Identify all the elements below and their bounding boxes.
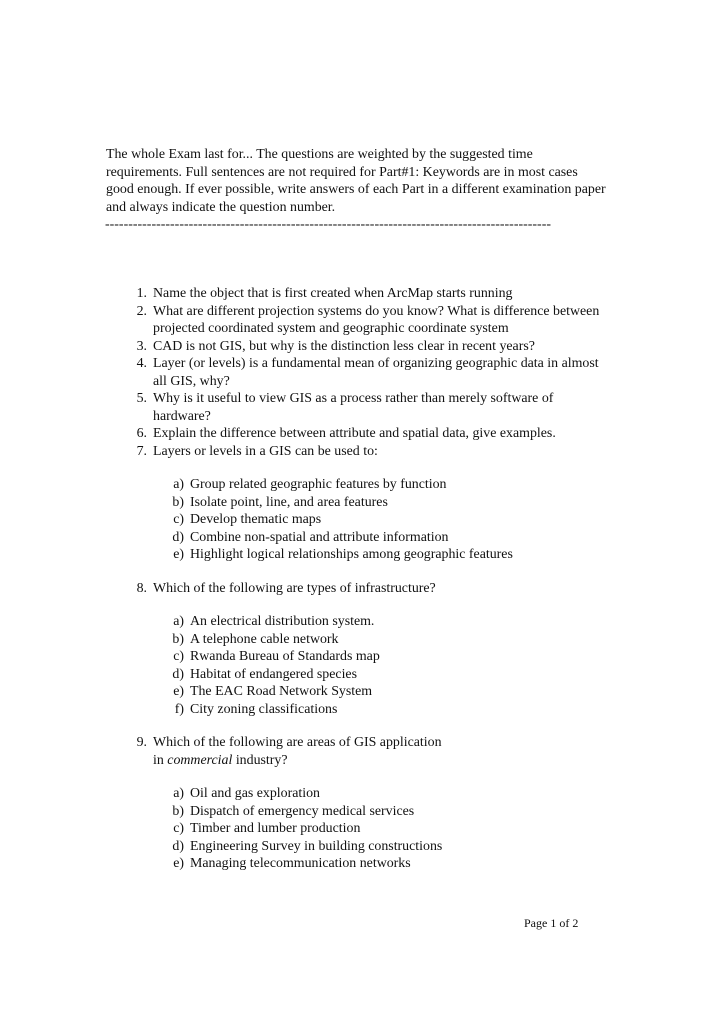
answer-option (106, 820, 606, 838)
answer-option (106, 838, 606, 856)
option-letter: a) (173, 614, 184, 629)
question-number: 4. (136, 356, 147, 371)
question-text: What are different projection systems do you know? What is difference between projected coordinated system and geographic coordinate system (153, 303, 600, 336)
option-text: Habitat of endangered species (190, 666, 357, 682)
question-item (106, 580, 606, 598)
question-number: 1. (136, 286, 147, 301)
answer-option (106, 631, 606, 649)
question-item (106, 443, 606, 461)
question-text: Layers or levels in a GIS can be used to: (153, 443, 378, 459)
question-number: 9. (136, 735, 147, 750)
option-letter: b) (172, 803, 184, 819)
option-letter: c) (173, 649, 184, 664)
option-text: Group related geographic features by function (190, 477, 447, 492)
option-text: Managing telecommunication networks (190, 856, 411, 871)
answer-option (106, 803, 606, 821)
option-letter: a) (173, 786, 184, 801)
exam-instructions (106, 146, 606, 216)
question-number: 3. (136, 338, 147, 354)
option-letter: d) (172, 529, 184, 545)
option-text: City zoning classifications (190, 701, 338, 717)
question-emphasis: commercial (167, 752, 233, 768)
answer-option (106, 494, 606, 512)
option-text: Engineering Survey in building constructions (190, 838, 443, 854)
option-text: Combine non-spatial and attribute information (190, 529, 449, 545)
option-text: Develop thematic maps (190, 512, 322, 527)
question-item (106, 285, 606, 303)
question-number: 7. (136, 443, 147, 459)
page-number: Page 1 of 2 (524, 916, 579, 930)
answer-option (106, 511, 606, 529)
option-letter: f) (174, 701, 184, 717)
question-item (106, 734, 606, 769)
question-item (106, 390, 606, 425)
question-text: Which of the following are types of infrastructure? (153, 580, 436, 596)
option-letter: d) (172, 838, 184, 854)
question-text: Layer (or levels) is a fundamental mean of organizing geographic data in almost all GIS, why? (153, 356, 599, 389)
question-text-line-2-end: industry? (232, 752, 288, 768)
question-number: 5. (136, 391, 147, 406)
answer-options (106, 613, 606, 718)
answer-option (106, 529, 606, 547)
separator-line: ------------------------------------------------------------------------------------------------ (105, 217, 551, 232)
answer-option (106, 666, 606, 684)
answer-option (106, 648, 606, 666)
question-text-line-2: in (153, 752, 168, 768)
option-text: The EAC Road Network System (190, 684, 373, 699)
question-list (106, 285, 606, 889)
option-letter: b) (172, 631, 184, 647)
question-text-line-1: Which of the following are areas of GIS application (153, 735, 442, 750)
option-text: Dispatch of emergency medical services (190, 803, 415, 819)
instructions-text: The whole Exam last for... The questions are weighted by the suggested time requirements. Full sentences are not required for Part#1: Keywords are in most cases good enough. If ever possible, write answers of each Part in a different examination paper and always indicate the question number. (106, 147, 606, 215)
question-number: 2. (136, 303, 147, 319)
question-text: Explain the difference between attribute and spatial data, give examples. (153, 426, 556, 441)
answer-options (106, 785, 606, 873)
option-text: An electrical distribution system. (190, 614, 375, 629)
question-item (106, 425, 606, 443)
option-letter: c) (173, 821, 184, 836)
option-text: A telephone cable network (190, 631, 339, 647)
question-item (106, 355, 606, 390)
option-letter: e) (173, 684, 184, 699)
answer-option (106, 476, 606, 494)
option-letter: e) (173, 547, 184, 562)
answer-option (106, 613, 606, 631)
option-letter: e) (173, 856, 184, 871)
answer-option (106, 701, 606, 719)
question-text: CAD is not GIS, but why is the distinction less clear in recent years? (153, 338, 535, 354)
answer-option (106, 546, 606, 564)
option-letter: a) (173, 477, 184, 492)
option-text: Highlight logical relationships among geographic features (190, 547, 513, 562)
option-text: Timber and lumber production (190, 821, 361, 836)
option-letter: c) (173, 512, 184, 527)
answer-option (106, 785, 606, 803)
option-text: Rwanda Bureau of Standards map (190, 649, 380, 664)
answer-option (106, 855, 606, 873)
option-text: Isolate point, line, and area features (190, 494, 388, 510)
option-letter: b) (172, 494, 184, 510)
answer-option (106, 683, 606, 701)
question-number: 8. (136, 580, 147, 596)
option-letter: d) (172, 666, 184, 682)
answer-options (106, 476, 606, 564)
question-text (153, 734, 606, 769)
question-number: 6. (136, 426, 147, 441)
question-text: Why is it useful to view GIS as a process rather than merely software of hardware? (153, 391, 554, 424)
question-item (106, 303, 606, 338)
question-item (106, 338, 606, 356)
option-text: Oil and gas exploration (190, 786, 321, 801)
question-text: Name the object that is first created when ArcMap starts running (153, 286, 513, 301)
